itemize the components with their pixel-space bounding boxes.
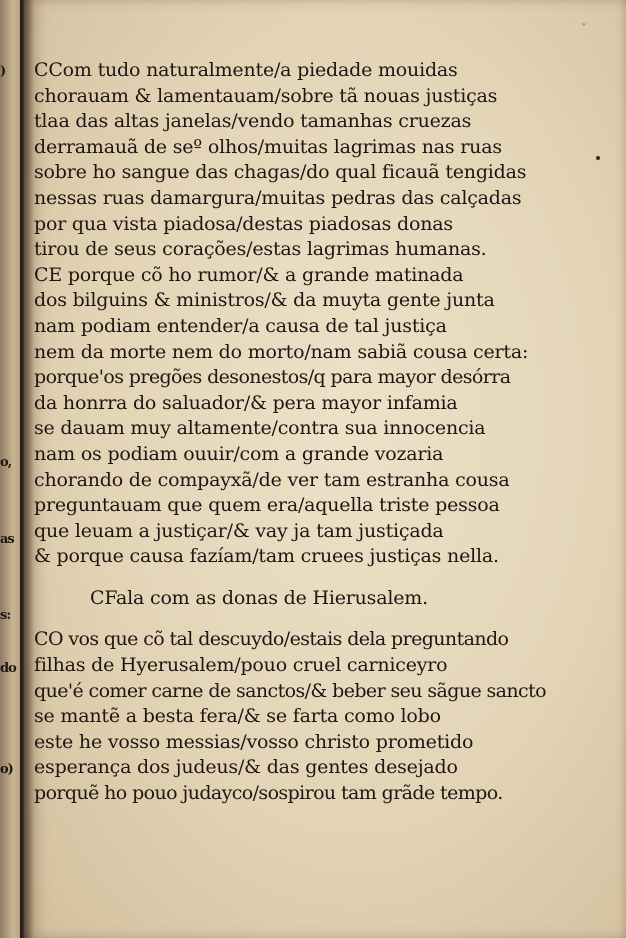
text-line: que'é comer carne de sanctos/& beber seu sãgue sancto bbox=[34, 679, 546, 702]
text-line: tlaa das altas janelas/vendo tamanhas cruezas bbox=[34, 110, 472, 133]
margin-fragment: o, bbox=[0, 455, 12, 470]
page-text bbox=[34, 58, 554, 807]
text-line: se mantẽ a besta fera/& se farta como lobo bbox=[34, 705, 441, 728]
section-heading: CFala com as donas de Hierusalem. bbox=[90, 586, 428, 609]
text-line: esperança dos judeus/& das gentes desejado bbox=[34, 756, 458, 779]
text-line: CO vos que cõ tal descuydo/estais dela preguntando bbox=[34, 628, 509, 651]
ink-speck bbox=[596, 156, 600, 160]
text-line: que leuam a justiçar/& vay ja tam justiçada bbox=[34, 519, 444, 542]
text-line: derramauã de seº olhos/muitas lagrimas nas ruas bbox=[34, 135, 502, 158]
text-line: CCom tudo naturalmente/a piedade mouidas bbox=[34, 59, 458, 81]
paragraph-3 bbox=[34, 627, 554, 806]
left-margin-fragments bbox=[0, 0, 20, 938]
margin-fragment: do bbox=[0, 661, 16, 676]
text-line: & porque causa fazíam/tam cruees justiças nella. bbox=[34, 545, 499, 568]
text-line: da honrra do saluador/& pera mayor infamia bbox=[34, 391, 458, 414]
text-line: porque'os pregões desonestos/q para mayor desórra bbox=[34, 366, 511, 389]
text-line: nessas ruas damargura/muitas pedras das calçadas bbox=[34, 186, 522, 209]
text-line: CE porque cõ ho rumor/& a grande matinada bbox=[34, 263, 464, 286]
spacer bbox=[34, 611, 554, 627]
page-gutter-shadow bbox=[24, 0, 34, 938]
margin-fragment: s: bbox=[0, 608, 11, 623]
text-line: filhas de Hyerusalem/pouo cruel carniceyro bbox=[34, 654, 448, 677]
text-line: nem da morte nem do morto/nam sabiã cousa certa: bbox=[34, 340, 529, 363]
text-line: tirou de seus corações/estas lagrimas humanas. bbox=[34, 238, 487, 261]
paragraph-1 bbox=[34, 58, 554, 263]
text-line: dos bilguins & ministros/& da muyta gente junta bbox=[34, 289, 495, 312]
text-line: se dauam muy altamente/contra sua innocencia bbox=[34, 417, 486, 440]
text-line: nam podiam entender/a causa de tal justiça bbox=[34, 314, 447, 337]
margin-fragment: o) bbox=[0, 762, 13, 777]
pencil-mark: ˇ bbox=[577, 21, 588, 39]
spacer bbox=[34, 570, 554, 586]
paragraph-2 bbox=[34, 263, 554, 570]
text-line: este he vosso messias/vosso christo prometido bbox=[34, 730, 474, 753]
text-line: nam os podiam ouuir/com a grande vozaria bbox=[34, 442, 444, 465]
text-line: porquẽ ho pouo judayco/sospirou tam grãde tempo. bbox=[34, 782, 503, 805]
text-line: chorando de compayxã/de ver tam estranha cousa bbox=[34, 468, 510, 491]
margin-bracket: ) bbox=[0, 64, 6, 79]
text-line: chorauam & lamentauam/sobre tã nouas justiças bbox=[34, 84, 498, 107]
text-line: sobre ho sangue das chagas/do qual ficauã tengidas bbox=[34, 161, 527, 184]
text-line: preguntauam que quem era/aquella triste pessoa bbox=[34, 494, 500, 517]
text-line: por qua vista piadosa/destas piadosas donas bbox=[34, 212, 453, 235]
margin-fragment: as bbox=[0, 532, 14, 547]
